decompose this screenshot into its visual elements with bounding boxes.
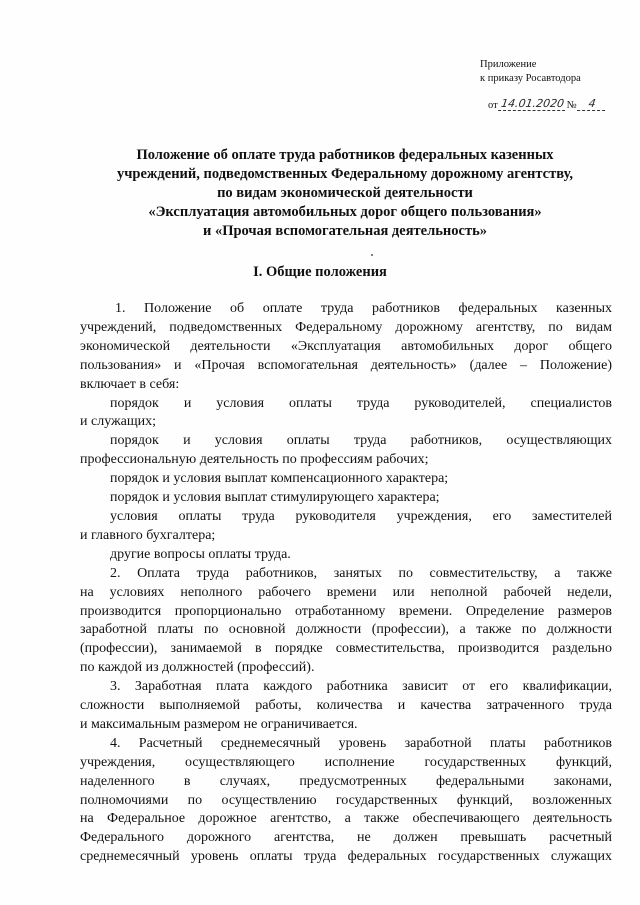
title-line: учреждений, подведомственных Федеральному дорожному агентству, — [116, 166, 573, 182]
title-line: по видам экономической деятельности — [217, 185, 473, 201]
body-line: пользования» и «Прочая вспомогательная деятельность» (далее – Положение) — [80, 357, 612, 373]
handwritten-number: 4 — [577, 97, 607, 111]
body-line: профессиональную деятельность по профессиям рабочих; — [80, 452, 429, 468]
body-line: порядок и условия выплат стимулирующего характера; — [110, 490, 440, 506]
annex-note — [480, 58, 581, 86]
scan-speck — [371, 254, 373, 256]
body-line: наделенного в случаях, предусмотренных федеральными законами, — [80, 773, 612, 789]
body-line: производится пропорционально отработанному времени. Определение размеров — [80, 603, 612, 619]
section-heading: I. Общие положения — [253, 264, 387, 280]
body-line: 3. Заработная плата каждого работника зависит от его квалификации, — [110, 679, 612, 695]
body-line: на условиях неполного рабочего времени или неполной рабочей недели, — [80, 584, 612, 600]
body-line: порядок и условия выплат компенсационного характера; — [110, 471, 449, 487]
body-line: экономической деятельности «Эксплуатация автомобильных дорог общего — [80, 338, 612, 354]
document-title — [95, 146, 595, 241]
body-line: и максимальным размером не ограничивается. — [80, 716, 358, 732]
body-line: полномочиями по осуществлению государственных функций, возложенных — [80, 792, 612, 808]
date-prefix: от — [488, 100, 498, 111]
body-line: заработной платы по основной должности (профессии), а также по должности — [80, 622, 612, 638]
annex-order-reference: к приказу Росавтодора — [480, 73, 581, 84]
title-line: «Эксплуатация автомобильных дорог общего пользования» — [148, 204, 542, 220]
body-line: условия оплаты труда руководителя учреждения, его заместителей — [110, 508, 612, 524]
body-line: включает в себя: — [80, 376, 180, 392]
handwritten-date: 14.01.2020 — [498, 97, 567, 111]
body-line: 4. Расчетный среднемесячный уровень заработной платы работников — [110, 735, 612, 751]
body-line: другие вопросы оплаты труда. — [110, 546, 291, 562]
body-line: порядок и условия оплаты труда работников, осуществляющих — [110, 433, 612, 449]
body-line: и служащих; — [80, 414, 157, 430]
body-line: порядок и условия оплаты труда руководителей, специалистов — [110, 395, 612, 411]
body-line: учреждений, подведомственных Федеральному дорожному агентству, по видам — [80, 319, 612, 335]
body-line: среднемесячный уровень оплаты труда федеральных государственных служащих — [80, 849, 612, 865]
body-line: сложности выполняемой работы, количества и качества затраченного труда — [80, 698, 612, 714]
body-line: 1. Положение об оплате труда работников федеральных казенных — [115, 301, 612, 316]
body-line: (профессии), занимаемой в порядке совместительства, производится раздельно — [80, 641, 612, 657]
body-line: по каждой из должностей (профессий). — [80, 660, 315, 676]
title-line: и «Прочая вспомогательная деятельность» — [202, 223, 487, 239]
annex-label: Приложение — [480, 59, 537, 70]
body-line: учреждения, осуществляющего исполнение государственных функций, — [80, 754, 612, 770]
body-line: Федерального дорожного агентства, не должен превышать расчетный — [80, 830, 612, 846]
body-line: и главного бухгалтера; — [80, 527, 216, 543]
number-prefix: № — [566, 100, 577, 111]
title-line: Положение об оплате труда работников федеральных казенных — [136, 147, 554, 163]
body-line: на Федеральное дорожное агентство, а также обеспечивающего деятельность — [80, 811, 612, 827]
document-body — [80, 300, 612, 867]
order-date-number — [488, 97, 607, 111]
body-line: 2. Оплата труда работников, занятых по совместительству, а также — [110, 565, 612, 581]
